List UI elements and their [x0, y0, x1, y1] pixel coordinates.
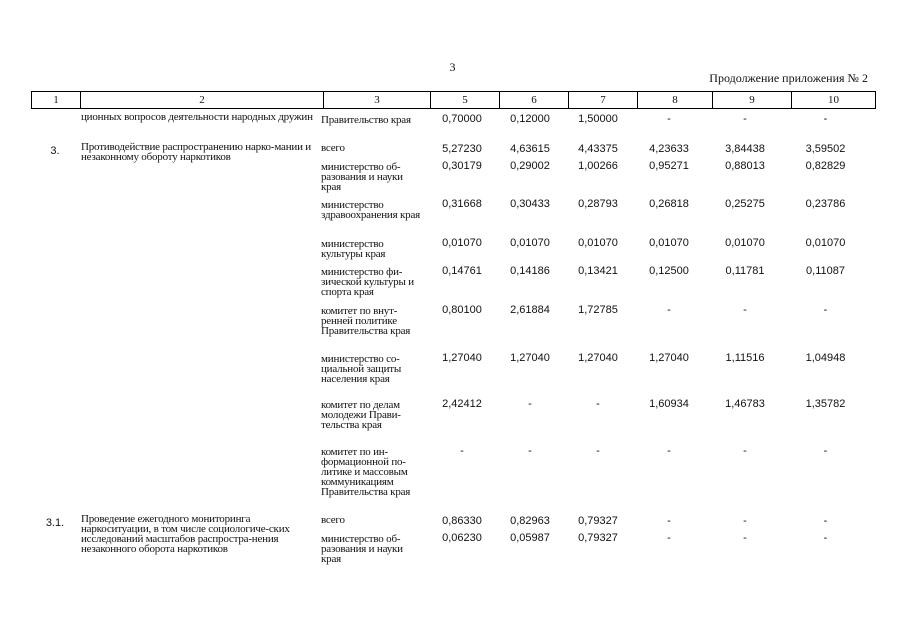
column-header-row — [32, 92, 876, 109]
value-cell: 1,11516 — [725, 352, 765, 364]
value-cell: - — [667, 532, 671, 544]
value-cell: - — [823, 532, 828, 544]
value-cell: - — [743, 113, 747, 125]
value-cell: 0,70000 — [442, 113, 482, 125]
executor-name: Правительство края — [321, 114, 411, 126]
value-cell: 0,31668 — [442, 198, 482, 210]
executor-name: всего — [321, 142, 345, 154]
value-cell: 1,27040 — [510, 352, 550, 364]
value-cell: - — [823, 445, 828, 457]
value-cell: 0,23786 — [805, 198, 846, 210]
value-cell: 0,12500 — [649, 265, 689, 277]
value-cell: - — [823, 304, 828, 316]
executor-name: комитет по делам молодежи Прави-тельства края — [321, 399, 401, 431]
value-cell: 0,26818 — [649, 198, 689, 210]
value-cell: 1,50000 — [578, 113, 618, 125]
value-cell: - — [528, 398, 532, 410]
column-header-table — [31, 91, 876, 109]
col-header-5: 5 — [431, 92, 500, 109]
value-cell: - — [460, 445, 464, 457]
page-number: 3 — [449, 60, 456, 74]
value-cell: 0,14186 — [510, 265, 550, 277]
value-cell: 0,28793 — [578, 198, 618, 210]
value-cell: 1,27040 — [649, 352, 689, 364]
value-cell: 4,63615 — [510, 143, 550, 155]
executor-name: министерство фи-зической культуры и спорта края — [321, 266, 414, 298]
value-cell: - — [823, 113, 828, 125]
value-cell: 0,01070 — [442, 237, 482, 249]
value-cell: - — [743, 515, 747, 527]
executor-name: министерство здравоохранения края — [321, 199, 420, 221]
value-cell: 0,30179 — [442, 160, 482, 172]
value-cell: 3,84438 — [725, 143, 765, 155]
executor-name: министерство об-разования и науки края — [321, 161, 403, 193]
executor-name: комитет по ин-формационной по-литике и массовым коммуникациям Правительства края — [321, 446, 411, 498]
value-cell: - — [743, 304, 747, 316]
value-cell: 0,14761 — [442, 265, 482, 277]
value-cell: 0,13421 — [578, 265, 618, 277]
value-cell: - — [596, 398, 600, 410]
value-cell: 0,01070 — [510, 237, 550, 249]
value-cell: 1,27040 — [578, 352, 618, 364]
value-cell: 3,59502 — [805, 143, 846, 155]
value-cell: 1,04948 — [805, 352, 846, 364]
value-cell: 0,12000 — [510, 113, 550, 125]
value-cell: 0,79327 — [578, 515, 618, 527]
executor-name: министерство об-разования и науки края — [321, 533, 403, 565]
value-cell: 0,01070 — [725, 237, 765, 249]
value-cell: 2,61884 — [510, 304, 550, 316]
value-cell: 0,11087 — [806, 265, 845, 277]
value-cell: 0,01070 — [805, 237, 846, 249]
value-cell: - — [528, 445, 532, 457]
value-cell: 1,27040 — [442, 352, 482, 364]
value-cell: 1,60934 — [649, 398, 689, 410]
executor-name: министерство культуры края — [321, 238, 386, 260]
value-cell: 0,01070 — [649, 237, 689, 249]
col-header-8: 8 — [638, 92, 713, 109]
row-number: 3.1. — [45, 517, 65, 529]
col-header-6: 6 — [500, 92, 569, 109]
value-cell: 0,88013 — [725, 160, 765, 172]
col-header-1: 1 — [32, 92, 81, 109]
col-header-7: 7 — [569, 92, 638, 109]
continuation-note: Продолжение приложения № 2 — [709, 71, 868, 85]
row-number: 3. — [50, 145, 60, 157]
executor-name: министерство со-циальной защиты населения края — [321, 353, 402, 385]
value-cell: - — [667, 113, 671, 125]
value-cell: - — [667, 515, 671, 527]
col-header-2: 2 — [81, 92, 324, 109]
measure-name: Противодействие распространению нарко-мании и незаконному обороту наркотиков — [81, 141, 311, 163]
executor-name: комитет по внут-ренней политике Правительства края — [321, 305, 411, 337]
value-cell: 0,86330 — [442, 515, 482, 527]
value-cell: 0,25275 — [725, 198, 765, 210]
executor-name: всего — [321, 514, 345, 526]
value-cell: 0,95271 — [649, 160, 689, 172]
value-cell: - — [743, 532, 747, 544]
value-cell: 0,29002 — [510, 160, 550, 172]
value-cell: 1,46783 — [725, 398, 765, 410]
value-cell: 1,35782 — [805, 398, 846, 410]
value-cell: - — [667, 445, 671, 457]
measure-name: Проведение ежегодного мониторинга наркоситуации, в том числе социологиче-ских исследований масштабов распростра-нения незаконного оборота наркотиков — [81, 513, 290, 555]
value-cell: 0,80100 — [442, 304, 482, 316]
value-cell: 0,01070 — [578, 237, 618, 249]
value-cell: 1,00266 — [578, 160, 618, 172]
value-cell: 4,23633 — [649, 143, 689, 155]
col-header-10: 10 — [792, 92, 876, 109]
col-header-9: 9 — [713, 92, 792, 109]
value-cell: 0,05987 — [510, 532, 550, 544]
value-cell: 0,11781 — [725, 265, 765, 277]
value-cell: 1,72785 — [578, 304, 618, 316]
value-cell: 5,27230 — [442, 143, 482, 155]
value-cell: - — [596, 445, 600, 457]
measure-name: ционных вопросов деятельности народных дружин — [81, 111, 313, 123]
value-cell: 0,82829 — [805, 160, 846, 172]
value-cell: 2,42412 — [442, 398, 482, 410]
value-cell: 4,43375 — [578, 143, 618, 155]
value-cell: - — [823, 515, 828, 527]
value-cell: 0,82963 — [510, 515, 550, 527]
value-cell: - — [743, 445, 747, 457]
value-cell: 0,30433 — [510, 198, 550, 210]
value-cell: 0,06230 — [442, 532, 482, 544]
value-cell: 0,79327 — [578, 532, 618, 544]
col-header-3: 3 — [324, 92, 431, 109]
value-cell: - — [667, 304, 671, 316]
